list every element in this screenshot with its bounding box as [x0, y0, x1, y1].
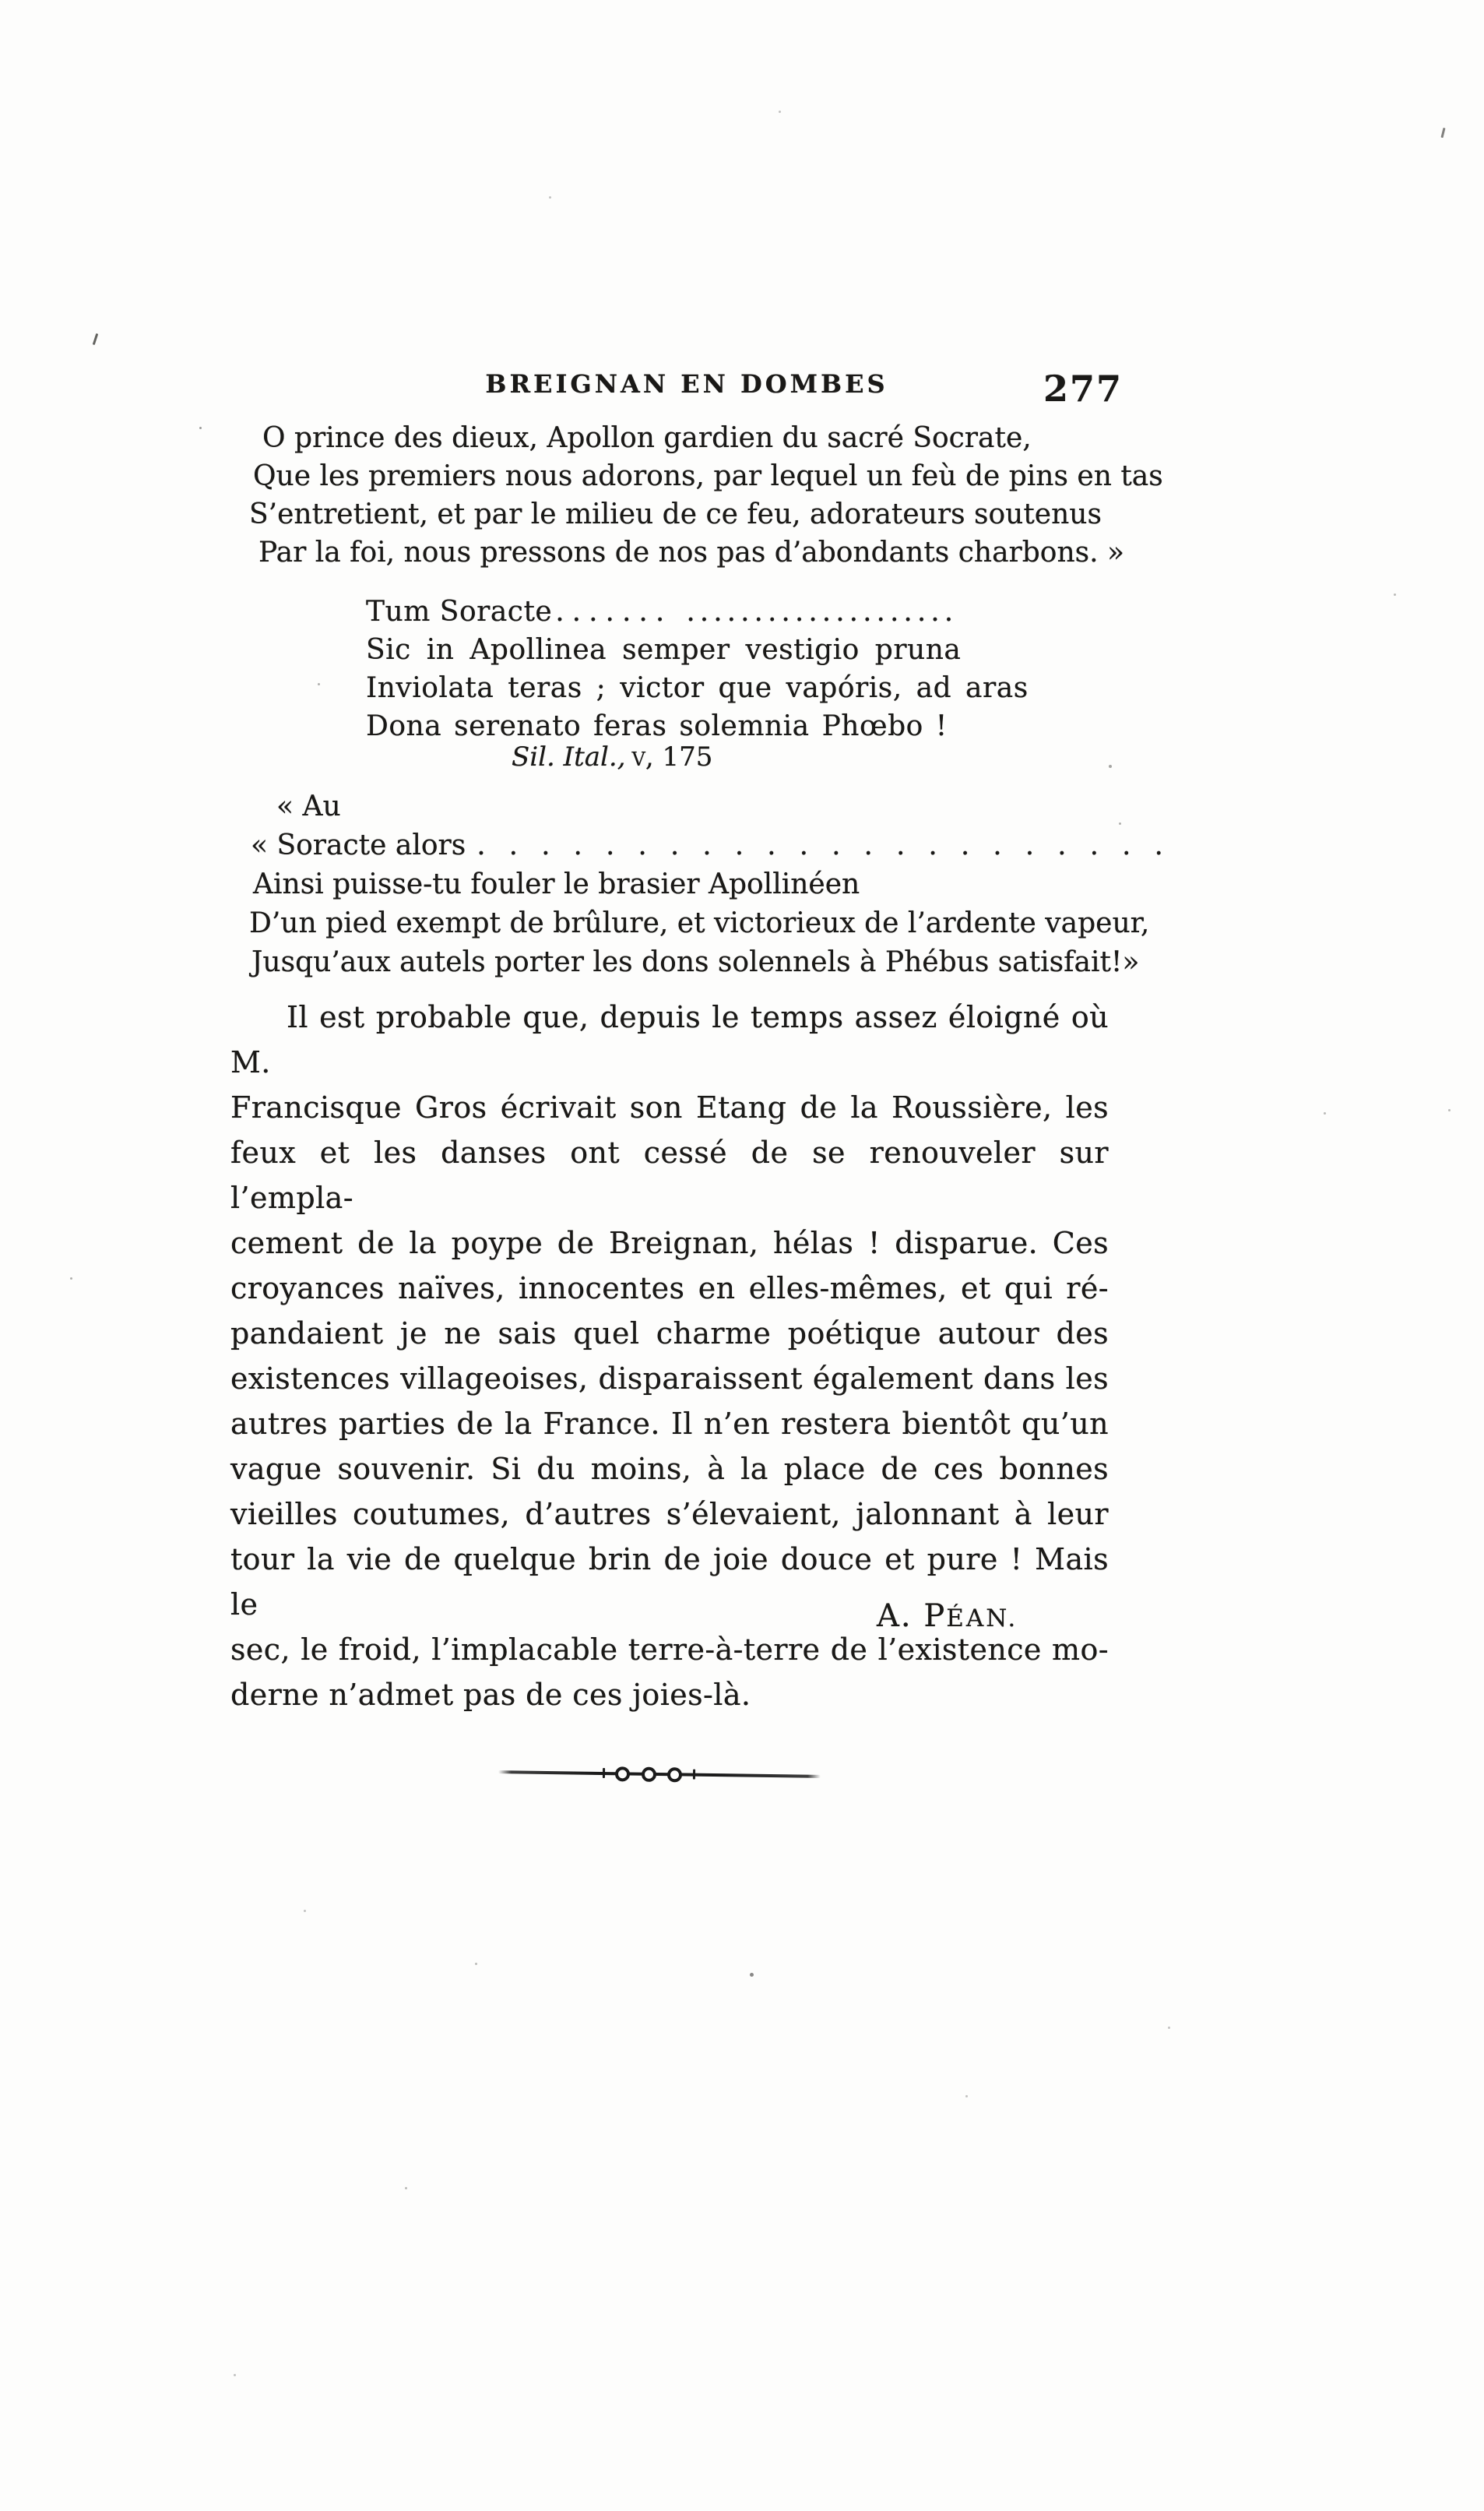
paragraph-line: Francisque Gros écrivait son Etang de la Roussière, les [230, 1090, 1109, 1125]
paragraph-line: vague souvenir. Si du moins, à la place de ces bonnes [230, 1452, 1109, 1486]
latin-verse-line [366, 593, 1029, 631]
ink-speck [1448, 1109, 1451, 1111]
paragraph-line: vieilles coutumes, d’autres s’élevaient, jalonnant à leur [230, 1497, 1109, 1531]
paragraph-line: derne n’admet pas de ces joies-là. [230, 1678, 751, 1712]
latin-verse-line: Inviolata teras ; victor que vapóris, ad aras [366, 672, 1029, 704]
ink-speck [234, 2374, 236, 2376]
paragraph-line: feux et les danses ont cessé de se renouveler sur l’empla- [230, 1136, 1109, 1215]
citation [512, 741, 712, 773]
author-signature [877, 1598, 1018, 1634]
verse-line: Par la foi, nous pressons de nos pas d’abondants charbons. » [258, 537, 1125, 569]
dot-leader: .................... [686, 596, 958, 628]
latin-verse-line: Sic in Apollinea semper vestigio pruna [366, 634, 962, 666]
ink-speck [1119, 822, 1121, 825]
signature-lead: A. P [877, 1598, 947, 1634]
running-title: BREIGNAN EN DOMBES [485, 369, 888, 399]
french-translation-block [0, 787, 1187, 982]
ink-speck [475, 1963, 477, 1965]
paragraph-line: cement de la poype de Breignan, hélas ! disparue. Ces [230, 1226, 1109, 1260]
ink-speck [436, 927, 438, 929]
ink-speck [304, 1910, 306, 1912]
quote-line [251, 826, 1187, 865]
verse-line: Que les premiers nous adorons, par lequel un feù de pins en tas [253, 460, 1163, 492]
ring-ornament [667, 1767, 682, 1782]
divider-line [498, 1770, 821, 1778]
verse-line: O prince des dieux, Apollon gardien du sacré Socrate, [262, 422, 1032, 454]
dot-leader: ....... [555, 596, 673, 628]
citation-work: Sil. Ital., [512, 741, 626, 773]
paragraph-line: Il est probable que, depuis le temps assez éloigné où M. [230, 1000, 1109, 1079]
paragraph-line: tour la vie de quelque brin de joie douce et pure ! Mais le [230, 1542, 1109, 1622]
quote-line: Ainsi puisse-tu fouler le brasier Apollinéen [253, 868, 860, 900]
dot-leader: ...................... [476, 829, 1187, 861]
paragraph-line: sec, le froid, l’implacable terre-à-terre de l’existence mo- [230, 1632, 1109, 1667]
ink-speck [93, 333, 98, 345]
divider-tick [603, 1768, 605, 1778]
verse-line: S’entretient, et par le milieu de ce feu, adorateurs soutenus [249, 498, 1102, 530]
ink-speck [318, 683, 320, 685]
paragraph-line: croyances naïves, innocentes en elles-mêmes, et qui ré- [230, 1271, 1109, 1305]
ink-speck [965, 2095, 968, 2097]
ink-speck [1394, 593, 1396, 596]
ink-speck [1168, 2027, 1170, 2029]
ink-speck [750, 1973, 754, 1977]
french-verse-block [0, 419, 1163, 572]
paragraph-line: existences villageoises, disparaissent également dans les [230, 1361, 1109, 1396]
divider-ornament [498, 1764, 821, 1784]
ink-speck [779, 111, 781, 113]
latin-verse-line: Dona serenato feras solemnia Phœbo ! [366, 710, 948, 742]
ink-speck [1109, 765, 1112, 768]
quote-line: « Au [276, 791, 341, 822]
latin-verse-text: Tum Soracte [366, 596, 553, 628]
ink-speck [1324, 1112, 1326, 1115]
divider-tick [693, 1770, 695, 1780]
ink-speck [70, 1277, 72, 1280]
ring-ornament [642, 1767, 656, 1782]
quote-line: Jusqu’aux autels porter les dons solennels à Phébus satisfait!» [251, 946, 1140, 978]
paragraph-line: pandaient je ne sais quel charme poétique autour des [230, 1316, 1109, 1351]
ring-ornament [615, 1766, 630, 1781]
quote-line: D’un pied exempt de brûlure, et victorieux de l’ardente vapeur, [249, 907, 1150, 939]
ink-speck [199, 427, 202, 429]
ink-speck [405, 2187, 407, 2189]
ink-speck [549, 196, 551, 199]
latin-verse-block [366, 593, 1029, 745]
paragraph-line: autres parties de la France. Il n’en restera bientôt qu’un [230, 1407, 1109, 1441]
page-number: 277 [1043, 368, 1124, 410]
signature-smallcaps: ÉAN. [946, 1604, 1018, 1632]
citation-locus: v, 175 [631, 741, 713, 773]
ink-speck [1440, 128, 1445, 138]
quote-text: « Soracte alors [251, 829, 466, 861]
